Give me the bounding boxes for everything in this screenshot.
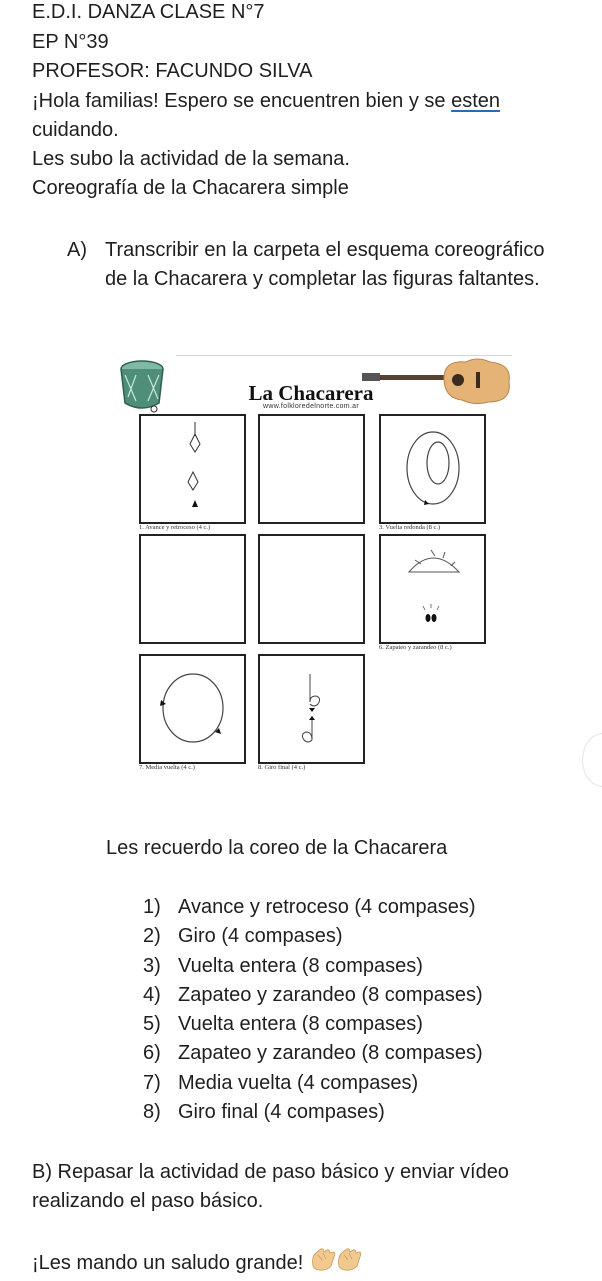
section-a-label: A) <box>67 239 87 261</box>
list-item <box>143 1010 483 1039</box>
list-item <box>143 1098 483 1127</box>
spellcheck-word: esten <box>451 90 501 112</box>
step-text: Vuelta entera (8 compases) <box>178 1013 423 1036</box>
closing-text: ¡Les mando un saludo grande! <box>32 1251 304 1274</box>
caption-box-8: 8. Giro final (4 c.) <box>258 764 306 771</box>
drum-icon <box>116 357 168 415</box>
list-item <box>143 1069 483 1098</box>
diagram-box-7 <box>139 654 246 764</box>
step-text: Zapateo y zarandeo (8 compases) <box>178 1042 483 1065</box>
half-turn-figure <box>141 656 244 762</box>
full-turn-figure <box>381 416 484 522</box>
diagram-box-4 <box>139 534 246 644</box>
step-number: 2) <box>143 925 161 948</box>
list-item <box>143 922 483 951</box>
step-number: 1) <box>143 896 161 918</box>
greeting-continuation: cuidando. <box>32 119 119 141</box>
school-number: EP N°39 <box>32 31 109 53</box>
closing-line <box>32 1246 365 1281</box>
step-text: Media vuelta (4 compases) <box>178 1071 419 1094</box>
clapping-hands-icon <box>309 1246 365 1281</box>
step-text: Giro final (4 compases) <box>178 1101 385 1124</box>
caption-box-6: 6. Zapateo y zarandeo (8 c.) <box>379 644 452 651</box>
advance-retreat-figure <box>141 416 244 522</box>
zapateo-figure <box>381 536 484 642</box>
figure-title: La Chacarera <box>248 381 374 405</box>
diagram-box-2 <box>258 414 365 524</box>
list-item <box>143 952 483 981</box>
caption-box-7: 7. Media vuelta (4 c.) <box>139 764 195 771</box>
step-text: Avance y retroceso (4 compases) <box>178 896 476 918</box>
section-a-text: Transcribir en la carpeta el esquema coreográfico de la Chacarera y completar las figuras faltantes. <box>105 239 545 290</box>
teacher-name: PROFESOR: FACUNDO SILVA <box>32 60 313 82</box>
greeting-text: ¡Hola familias! Espero se encuentren bien y se <box>32 90 452 112</box>
list-item <box>143 981 483 1010</box>
topic-line: Coreografía de la Chacarera simple <box>32 177 349 199</box>
diagram-box-5 <box>258 534 365 644</box>
step-number: 5) <box>143 1013 161 1036</box>
steps-list <box>143 893 483 1127</box>
step-number: 4) <box>143 983 161 1006</box>
step-number: 7) <box>143 1071 161 1094</box>
step-number: 6) <box>143 1042 161 1065</box>
class-title: E.D.I. DANZA CLASE N°7 <box>32 1 265 23</box>
step-number: 8) <box>143 1101 161 1124</box>
greeting-line <box>32 87 500 116</box>
final-turn-figure <box>260 656 363 762</box>
caption-box-1: 1. Avance y retroceso (4 c.) <box>139 524 211 531</box>
step-number: 3) <box>143 954 161 977</box>
list-item <box>143 1039 483 1068</box>
step-text: Zapateo y zarandeo (8 compases) <box>178 983 483 1006</box>
figure-url: www.folkloredelnorte.com.ar <box>262 403 360 410</box>
reminder-intro: Les recuerdo la coreo de la Chacarera <box>106 837 448 859</box>
step-text: Vuelta entera (8 compases) <box>178 954 423 977</box>
diagram-box-3 <box>379 414 486 524</box>
choreography-diagram <box>136 355 512 792</box>
caption-box-3: 3. Vuelta redonda (8 c.) <box>379 524 441 531</box>
step-text: Giro (4 compases) <box>178 925 343 948</box>
list-item <box>143 893 483 922</box>
activity-line: Les subo la actividad de la semana. <box>32 148 350 170</box>
diagram-box-6 <box>379 534 486 644</box>
side-scroll-handle[interactable] <box>582 733 602 787</box>
diagram-box-8 <box>258 654 365 764</box>
section-b-text: B) Repasar la actividad de paso básico y enviar vídeo realizando el paso básico. <box>32 1161 509 1212</box>
diagram-box-1 <box>139 414 246 524</box>
